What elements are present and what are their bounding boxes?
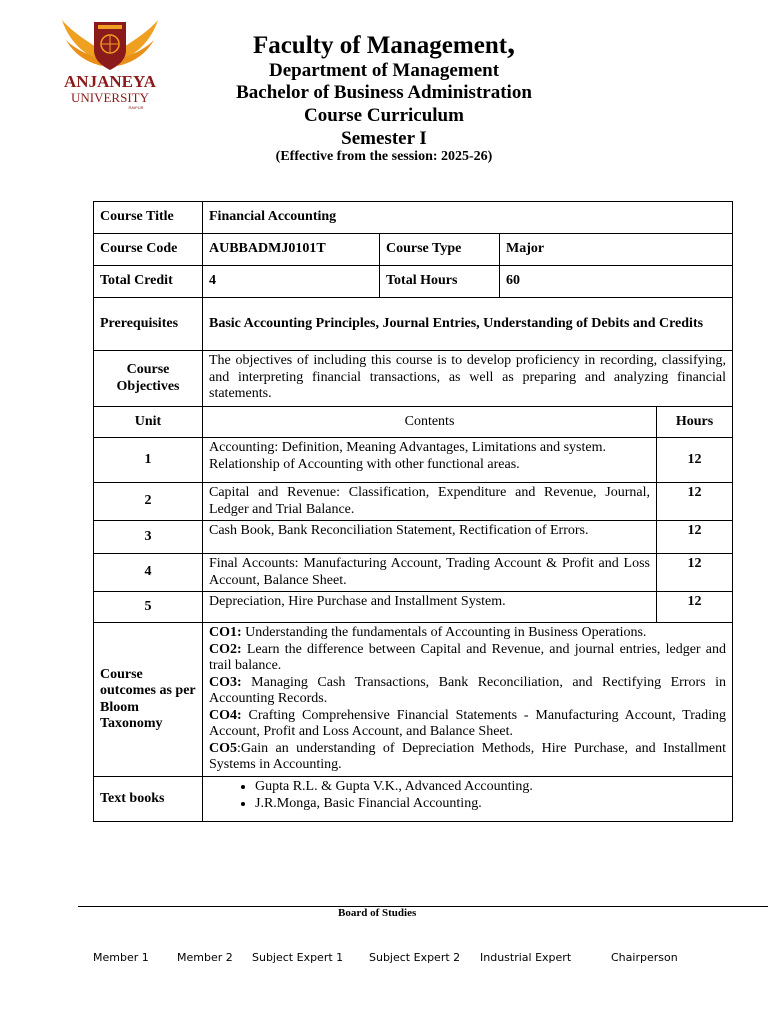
list-item: CO4: Crafting Comprehensive Financial Statements - Manufacturing Account, Trading Account, Profit and Loss Account, and Balance Sheet. bbox=[209, 707, 726, 739]
hours-header: Hours bbox=[657, 407, 733, 438]
textbooks-label: Text books bbox=[94, 777, 203, 822]
total-credit-value: 4 bbox=[203, 266, 380, 298]
prerequisites-row bbox=[94, 298, 733, 351]
logo-name-line2: UNIVERSITY bbox=[71, 90, 149, 105]
unit-contents: Capital and Revenue: Classification, Expenditure and Revenue, Journal, Ledger and Trial Balance. bbox=[203, 483, 657, 521]
contents-header: Contents bbox=[203, 407, 657, 438]
list-item: CO5:Gain an understanding of Depreciation Methods, Hire Purchase, and Installment Systems in Accounting. bbox=[209, 740, 726, 772]
department-title: Department of Management bbox=[268, 60, 500, 81]
table-row bbox=[94, 438, 733, 483]
table-row bbox=[94, 592, 733, 623]
faculty-title: Faculty of Management, bbox=[252, 24, 516, 60]
total-hours-label: Total Hours bbox=[380, 266, 500, 298]
textbooks-row bbox=[94, 777, 733, 822]
unit-number: 2 bbox=[94, 483, 203, 521]
list-item: CO3: Managing Cash Transactions, Bank Reconciliation, and Rectifying Errors in Accounting Records. bbox=[209, 674, 726, 706]
semester-title: Semester I bbox=[341, 128, 427, 149]
course-table bbox=[93, 201, 733, 822]
list-item: CO1: Understanding the fundamentals of Accounting in Business Operations. bbox=[209, 625, 647, 640]
unit-hours: 12 bbox=[657, 521, 733, 554]
signature-member-2: Member 2 bbox=[177, 951, 233, 964]
textbooks-list bbox=[203, 777, 733, 822]
board-title: Board of Studies bbox=[338, 907, 417, 919]
course-title-row bbox=[94, 202, 733, 234]
unit-number: 5 bbox=[94, 592, 203, 623]
list-item: • J.R.Monga, Basic Financial Accounting. bbox=[255, 796, 726, 813]
objectives-row bbox=[94, 351, 733, 407]
unit-hours: 12 bbox=[657, 438, 733, 483]
unit-contents: Accounting: Definition, Meaning Advantages, Limitations and system. Relationship of Accounting with other functional areas. bbox=[203, 438, 657, 483]
objectives-label: Course Objectives bbox=[94, 351, 203, 407]
list-item: CO2: Learn the difference between Capital and Revenue, and journal entries, ledger and trail balance. bbox=[209, 641, 726, 673]
unit-number: 4 bbox=[94, 554, 203, 592]
table-row bbox=[94, 554, 733, 592]
course-code-label: Course Code bbox=[94, 234, 203, 266]
total-hours-value: 60 bbox=[500, 266, 733, 298]
course-title-value: Financial Accounting bbox=[203, 202, 733, 234]
units-header-row bbox=[94, 407, 733, 438]
signature-subject-expert-2: Subject Expert 2 bbox=[369, 951, 461, 964]
prerequisites-value: Basic Accounting Principles, Journal Entries, Understanding of Debits and Credits bbox=[203, 298, 733, 351]
logo-city: RAIPUR bbox=[128, 105, 144, 110]
logo-name-line1: ANJANEYA bbox=[64, 72, 156, 91]
unit-hours: 12 bbox=[657, 554, 733, 592]
unit-contents: Cash Book, Bank Reconciliation Statement, Rectification of Errors. bbox=[203, 521, 657, 554]
unit-hours: 12 bbox=[657, 592, 733, 623]
table-row bbox=[94, 521, 733, 554]
unit-contents: Final Accounts: Manufacturing Account, Trading Account & Profit and Loss Account, Balance Sheet. bbox=[203, 554, 657, 592]
course-code-row bbox=[94, 234, 733, 266]
course-code-value: AUBBADMJ0101T bbox=[203, 234, 380, 266]
signature-member-1: Member 1 bbox=[93, 951, 149, 964]
unit-hours: 12 bbox=[657, 483, 733, 521]
unit-number: 3 bbox=[94, 521, 203, 554]
total-credit-row bbox=[94, 266, 733, 298]
signature-subject-expert-1: Subject Expert 1 bbox=[252, 951, 344, 964]
course-title-label: Course Title bbox=[94, 202, 203, 234]
total-credit-label: Total Credit bbox=[94, 266, 203, 298]
unit-number: 1 bbox=[94, 438, 203, 483]
list-item: • Gupta R.L. & Gupta V.K., Advanced Accounting. bbox=[255, 779, 726, 796]
program-title: Bachelor of Business Administration bbox=[236, 82, 532, 103]
signature-chairperson: Chairperson bbox=[611, 951, 678, 964]
course-type-label: Course Type bbox=[380, 234, 500, 266]
outcomes-label: Course outcomes as per Bloom Taxonomy bbox=[94, 623, 203, 777]
outcomes-row bbox=[94, 623, 733, 777]
effective-session: (Effective from the session: 2025-26) bbox=[275, 149, 493, 164]
unit-contents: Depreciation, Hire Purchase and Installment System. bbox=[203, 592, 657, 623]
course-type-value: Major bbox=[500, 234, 733, 266]
curriculum-title: Course Curriculum bbox=[304, 105, 464, 126]
table-row bbox=[94, 483, 733, 521]
board-divider bbox=[78, 906, 768, 907]
objectives-value: The objectives of including this course is to develop proficiency in recording, classifying, and interpreting financial transactions, as well as preparing and analyzing financial statements. bbox=[203, 351, 733, 407]
unit-header: Unit bbox=[94, 407, 203, 438]
outcomes-list bbox=[203, 623, 733, 777]
prerequisites-label: Prerequisites bbox=[94, 298, 203, 351]
signature-industrial-expert: Industrial Expert bbox=[480, 951, 572, 964]
